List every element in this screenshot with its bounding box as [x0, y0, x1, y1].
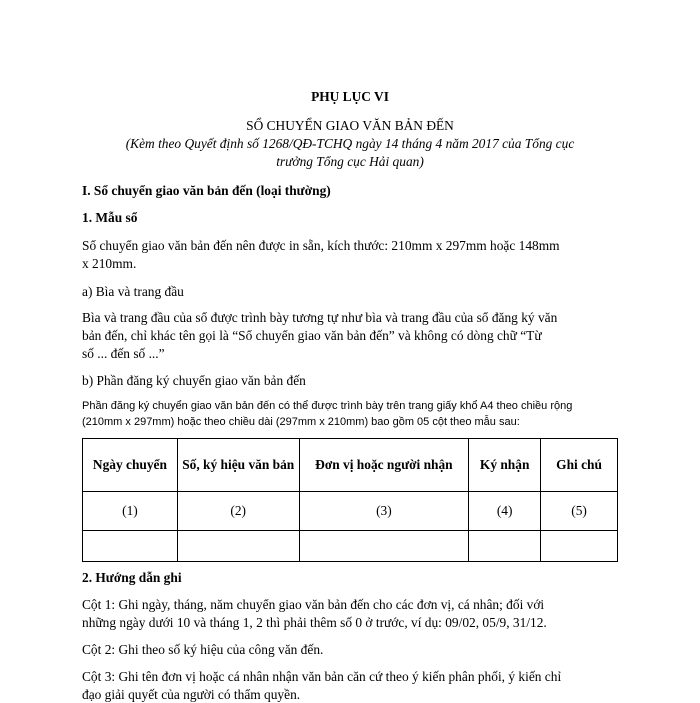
- column-2-instruction: Cột 2: Ghi theo số ký hiệu của công văn đến.: [82, 642, 324, 657]
- column-number-4: (4): [469, 492, 541, 531]
- column-number-5: (5): [541, 492, 618, 531]
- column-number-3: (3): [299, 492, 469, 531]
- header-signature: Ký nhận: [469, 439, 541, 492]
- table-row: [83, 492, 618, 531]
- column-number-1: (1): [83, 492, 178, 531]
- paragraph-3-line-2: (210mm x 297mm) hoặc theo chiều dài (297mm x 210mm) bao gồm 05 cột theo mẫu sau:: [82, 416, 520, 428]
- paragraph-2-line-3: số ... đến số ...”: [82, 346, 165, 361]
- empty-cell: [299, 531, 469, 562]
- column-3-instruction-line-1: Cột 3: Ghi tên đơn vị hoặc cá nhân nhận văn bản căn cứ theo ý kiến phân phối, ý kiến chỉ: [82, 669, 562, 684]
- table-header-row: [83, 439, 618, 492]
- header-transfer-date: Ngày chuyển: [83, 439, 178, 492]
- header-notes: Ghi chú: [541, 439, 618, 492]
- header-document-number: Số, ký hiệu văn bản: [177, 439, 299, 492]
- appendix-title: PHỤ LỤC VI: [311, 89, 389, 104]
- paragraph-1-line-2: x 210mm.: [82, 256, 137, 271]
- column-1-instruction-line-1: Cột 1: Ghi ngày, tháng, năm chuyển giao văn bản đến cho các đơn vị, cá nhân; đối với: [82, 597, 545, 612]
- section-1-1-heading: 1. Mẫu sổ: [82, 210, 138, 225]
- paragraph-3-line-1: Phần đăng ký chuyển giao văn bản đến có thể được trình bày trên trang giấy khổ A4 theo chiều rộng: [82, 400, 573, 412]
- section-1-2-heading: 2. Hướng dẫn ghi: [82, 570, 182, 585]
- header-recipient: Đơn vị hoặc người nhận: [299, 439, 469, 492]
- column-1-instruction-line-2: những ngày dưới 10 và tháng 1, 2 thì phải thêm số 0 ở trước, ví dụ: 09/02, 05/9, 31/12.: [82, 615, 547, 630]
- empty-cell: [541, 531, 618, 562]
- empty-cell: [469, 531, 541, 562]
- document-title: SỔ CHUYỂN GIAO VĂN BẢN ĐẾN: [246, 118, 454, 133]
- transfer-log-table: [82, 438, 618, 562]
- empty-cell: [177, 531, 299, 562]
- item-b-label: b) Phần đăng ký chuyển giao văn bản đến: [82, 373, 306, 388]
- empty-cell: [83, 531, 178, 562]
- subtitle-line-1: (Kèm theo Quyết định số 1268/QĐ-TCHQ ngày 14 tháng 4 năm 2017 của Tổng cục: [125, 136, 575, 151]
- paragraph-1-line-1: Sổ chuyển giao văn bản đến nên được in sẵn, kích thước: 210mm x 297mm hoặc 148mm: [82, 238, 560, 253]
- paragraph-2-line-2: bản đến, chỉ khác tên gọi là “Sổ chuyển giao văn bản đến” và không có dòng chữ “Từ: [82, 328, 542, 343]
- section-1-heading: I. Sổ chuyển giao văn bản đến (loại thường): [82, 183, 331, 198]
- column-number-2: (2): [177, 492, 299, 531]
- subtitle-line-2: trưởng Tổng cục Hải quan): [276, 154, 424, 169]
- item-a-label: a) Bìa và trang đầu: [82, 284, 184, 299]
- table-row: [83, 531, 618, 562]
- column-3-instruction-line-2: đạo giải quyết của người có thẩm quyền.: [82, 687, 301, 702]
- paragraph-2-line-1: Bìa và trang đầu của sổ được trình bày tương tự như bìa và trang đầu của sổ đăng ký văn: [82, 310, 558, 325]
